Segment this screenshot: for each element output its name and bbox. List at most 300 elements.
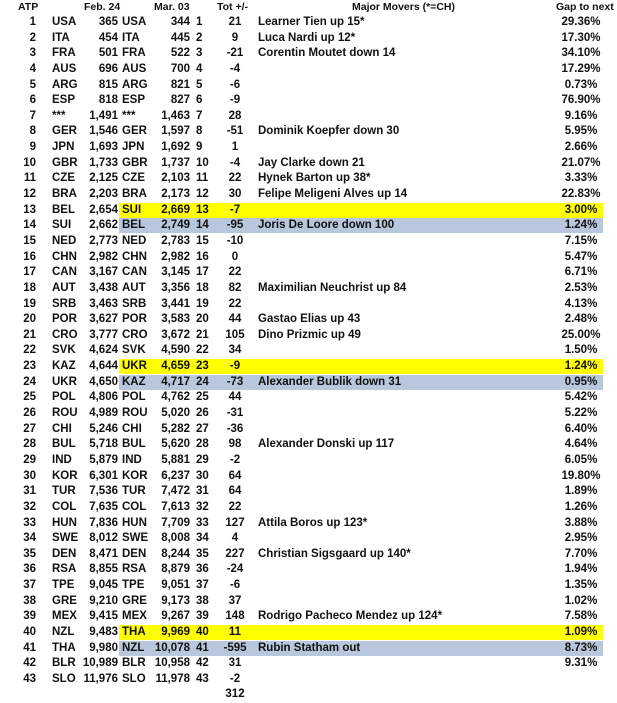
points-feb: 1,546: [89, 125, 118, 138]
points-feb: 8,471: [89, 547, 118, 560]
country-mar: BLR: [122, 657, 146, 670]
rank-cell: 3: [29, 47, 36, 60]
country-feb: USA: [52, 16, 77, 28]
total-change: -9: [229, 360, 241, 373]
country-mar: AUS: [122, 62, 147, 75]
country-mar: ROU: [122, 407, 148, 420]
table-row: [0, 265, 617, 281]
points-feb: 1,733: [89, 156, 118, 169]
total-change: 44: [228, 391, 242, 404]
header-mar: Mar. 03: [154, 1, 190, 13]
total-change: -6: [229, 78, 241, 91]
country-mar: GBR: [122, 156, 148, 169]
gap-to-next: 3.00%: [564, 203, 598, 216]
rank-mar: 15: [196, 234, 209, 247]
points-mar: 3,441: [161, 297, 190, 310]
points-mar: 1,597: [161, 125, 190, 138]
rank-cell: 4: [29, 62, 36, 75]
country-feb: FRA: [52, 47, 76, 60]
points-mar: 1,692: [161, 141, 190, 154]
total-change: 64: [228, 469, 242, 482]
points-feb: 9,483: [89, 625, 118, 638]
rank-mar: 6: [196, 94, 203, 107]
points-feb: 3,463: [89, 297, 118, 310]
country-mar: NZL: [122, 641, 145, 654]
total-change: 31: [228, 657, 242, 670]
table-row: [0, 594, 617, 610]
points-mar: 522: [170, 47, 190, 60]
points-feb: 2,654: [89, 203, 118, 216]
gap-to-next: 5.95%: [564, 125, 598, 138]
rank-mar: 40: [196, 625, 209, 638]
points-mar: 7,472: [161, 485, 190, 498]
table-row: [0, 562, 617, 578]
total-change: 22: [228, 297, 242, 310]
gap-to-next: 1.09%: [564, 625, 598, 638]
points-feb: 3,627: [89, 313, 118, 326]
rank-mar: 4: [196, 62, 203, 75]
rank-mar: 18: [196, 281, 209, 294]
gap-to-next: 76.90%: [561, 94, 601, 107]
country-feb: RSA: [52, 563, 77, 576]
total-change: 64: [228, 485, 242, 498]
country-feb: GRE: [52, 594, 77, 607]
points-feb: 11,976: [83, 672, 118, 685]
total-change: 28: [228, 109, 242, 122]
gap-to-next: 7.58%: [564, 610, 598, 623]
points-mar: 6,237: [161, 469, 190, 482]
table-row: [0, 218, 617, 234]
rank-mar: 38: [196, 594, 209, 607]
rank-cell: 1: [29, 16, 36, 28]
total-change: -24: [226, 563, 244, 576]
table-row: [0, 93, 617, 109]
gap-to-next: 2.66%: [564, 141, 598, 154]
gap-to-next: 9.31%: [564, 657, 598, 670]
table-row: [0, 625, 617, 641]
country-mar: CZE: [122, 172, 145, 185]
country-mar: CHI: [122, 422, 142, 435]
country-feb: POR: [52, 313, 77, 326]
major-mover: Felipe Meligeni Alves up 14: [258, 188, 408, 201]
country-mar: AUT: [122, 281, 146, 294]
points-feb: 4,644: [89, 360, 118, 373]
country-mar: ESP: [122, 94, 146, 107]
rank-mar: 17: [196, 266, 209, 279]
table-row: [0, 78, 617, 94]
rank-cell: 10: [23, 156, 36, 169]
gap-to-next: 0.95%: [564, 375, 598, 388]
points-mar: 5,881: [161, 453, 190, 466]
country-mar: USA: [122, 16, 147, 28]
country-mar: HUN: [122, 516, 147, 529]
header-movers: Major Movers (*=CH): [352, 1, 455, 13]
total-change: 227: [225, 547, 245, 560]
table-row: [0, 656, 617, 672]
country-feb: IND: [52, 453, 72, 466]
points-mar: 2,783: [161, 234, 190, 247]
points-feb: 501: [98, 47, 118, 60]
table-row: [0, 297, 617, 313]
gap-to-next: 2.95%: [564, 532, 598, 545]
header-tot: Tot +/-: [217, 1, 249, 13]
points-feb: 2,125: [89, 172, 118, 185]
rank-cell: 6: [29, 94, 36, 107]
gap-to-next: 17.30%: [561, 31, 601, 44]
total-change: 30: [228, 188, 242, 201]
table-row: [0, 250, 617, 266]
major-mover: Luca Nardi up 12*: [258, 31, 356, 44]
total-change: -2: [229, 453, 241, 466]
points-feb: 7,536: [89, 485, 118, 498]
country-feb: NZL: [52, 625, 75, 638]
rank-cell: 19: [23, 297, 36, 310]
gap-to-next: 5.47%: [564, 250, 598, 263]
total-change: -31: [226, 407, 244, 420]
gap-to-next: 1.24%: [564, 360, 598, 373]
rank-cell: 42: [23, 657, 36, 670]
country-mar: COL: [122, 500, 147, 513]
rank-cell: 17: [23, 266, 36, 279]
country-feb: TPE: [52, 579, 75, 592]
major-mover: Jay Clarke down 21: [258, 156, 365, 169]
gap-to-next: 22.83%: [561, 188, 601, 201]
rank-cell: 32: [23, 500, 36, 513]
country-feb: BEL: [52, 203, 75, 216]
country-mar: SUI: [122, 203, 142, 216]
country-mar: SLO: [122, 672, 146, 685]
rank-mar: 16: [196, 250, 209, 263]
points-feb: 2,662: [89, 219, 118, 232]
rank-mar: 29: [196, 453, 209, 466]
country-mar: ITA: [122, 31, 140, 44]
points-mar: 2,669: [161, 203, 190, 216]
major-mover: Hynek Barton up 38*: [258, 172, 371, 185]
points-feb: 1,693: [89, 141, 118, 154]
rank-cell: 40: [23, 625, 36, 638]
total-change: 82: [228, 281, 242, 294]
total-change: -95: [226, 219, 244, 232]
rank-cell: 26: [23, 407, 36, 420]
rank-mar: 10: [196, 156, 209, 169]
rank-mar: 20: [196, 313, 209, 326]
points-feb: 4,624: [89, 344, 118, 357]
points-mar: 9,051: [161, 579, 190, 592]
major-mover: Learner Tien up 15*: [258, 16, 365, 28]
rank-mar: 41: [196, 641, 209, 654]
rank-cell: 5: [29, 78, 36, 91]
major-mover: Dino Prizmic up 49: [258, 328, 361, 341]
gap-to-next: 17.29%: [561, 62, 601, 75]
rank-mar: 11: [196, 172, 209, 185]
table-row: [0, 140, 617, 156]
gap-to-next: 3.33%: [564, 172, 598, 185]
total-change: 127: [225, 516, 245, 529]
points-mar: 10,078: [154, 641, 190, 654]
gap-to-next: 1.26%: [564, 500, 598, 513]
points-feb: 3,438: [89, 281, 118, 294]
country-feb: BLR: [52, 657, 76, 670]
ranking-table: [0, 15, 617, 688]
rank-cell: 39: [23, 610, 36, 623]
total-change: 34: [228, 344, 242, 357]
gap-to-next: 34.10%: [561, 47, 601, 60]
country-feb: ***: [52, 109, 66, 122]
rank-mar: 8: [196, 125, 203, 138]
rank-cell: 18: [23, 281, 36, 294]
yellow-highlight: [119, 203, 603, 218]
total-change: -21: [226, 47, 244, 60]
country-mar: TUR: [122, 485, 146, 498]
total-change: -73: [226, 375, 244, 388]
table-row: [0, 484, 617, 500]
rank-cell: 36: [23, 563, 36, 576]
country-feb: SVK: [52, 344, 76, 357]
rank-cell: 29: [23, 453, 36, 466]
total-change: 148: [225, 610, 245, 623]
country-mar: THA: [122, 625, 146, 638]
table-row: [0, 390, 617, 406]
points-feb: 9,415: [89, 610, 118, 623]
table-row: [0, 203, 617, 219]
rank-mar: 9: [196, 141, 203, 154]
rank-mar: 42: [196, 657, 209, 670]
points-feb: 3,777: [89, 328, 118, 341]
country-feb: CHN: [52, 250, 77, 263]
total-change: 98: [228, 438, 242, 451]
points-mar: 11,978: [155, 672, 190, 685]
rank-mar: 21: [196, 328, 209, 341]
points-feb: 9,210: [89, 594, 118, 607]
points-feb: 8,012: [89, 532, 118, 545]
country-mar: ***: [122, 109, 136, 122]
gap-to-next: 1.02%: [564, 594, 598, 607]
points-mar: 2,749: [161, 219, 190, 232]
country-feb: CAN: [52, 266, 77, 279]
rank-cell: 14: [23, 219, 36, 232]
table-row: [0, 406, 617, 422]
points-feb: 4,650: [89, 375, 118, 388]
country-mar: FRA: [122, 47, 146, 60]
gap-to-next: 5.42%: [564, 391, 598, 404]
table-row: [0, 109, 617, 125]
major-mover: Alexander Donski up 117: [258, 438, 395, 451]
major-mover: Alexander Bublik down 31: [258, 375, 402, 388]
points-mar: 8,008: [161, 532, 190, 545]
table-row: [0, 46, 617, 62]
country-mar: BRA: [122, 188, 147, 201]
rank-cell: 35: [23, 547, 36, 560]
gap-to-next: 19.80%: [561, 469, 601, 482]
points-feb: 8,855: [89, 563, 118, 576]
country-feb: KAZ: [52, 360, 76, 373]
points-feb: 7,836: [89, 516, 118, 529]
rank-mar: 34: [196, 532, 209, 545]
country-feb: CZE: [52, 172, 75, 185]
rank-cell: 13: [23, 203, 36, 216]
total-change: 11: [228, 625, 242, 638]
rank-mar: 33: [196, 516, 209, 529]
table-row: [0, 187, 617, 203]
rank-mar: 1: [196, 16, 203, 28]
table-row: [0, 171, 617, 187]
points-mar: 9,267: [161, 610, 190, 623]
country-mar: GER: [122, 125, 147, 138]
rank-mar: 28: [196, 438, 209, 451]
major-mover: Rodrigo Pacheco Mendez up 124*: [258, 610, 443, 623]
rank-mar: 7: [196, 109, 203, 122]
rank-cell: 23: [23, 360, 36, 373]
points-feb: 818: [98, 94, 118, 107]
country-mar: CHN: [122, 250, 147, 263]
points-mar: 5,282: [161, 422, 190, 435]
major-mover: Gastao Elias up 43: [258, 313, 361, 326]
points-mar: 2,982: [161, 250, 190, 263]
gap-to-next: 3.88%: [564, 516, 598, 529]
rank-cell: 41: [23, 641, 36, 654]
rank-mar: 32: [196, 500, 209, 513]
country-feb: NED: [52, 234, 77, 247]
country-feb: KOR: [52, 469, 78, 482]
major-mover: Attila Boros up 123*: [258, 516, 368, 529]
country-feb: BUL: [52, 438, 76, 451]
table-row: [0, 312, 617, 328]
country-mar: KAZ: [122, 375, 146, 388]
rank-mar: 26: [196, 407, 209, 420]
total-change: -6: [229, 579, 241, 592]
country-feb: ROU: [52, 407, 78, 420]
gap-to-next: 25.00%: [561, 328, 601, 341]
rank-cell: 43: [23, 672, 36, 685]
rank-cell: 38: [23, 594, 36, 607]
points-mar: 1,737: [161, 156, 190, 169]
country-mar: KOR: [122, 469, 148, 482]
points-mar: 3,583: [161, 313, 190, 326]
country-mar: POL: [122, 391, 146, 404]
country-feb: TUR: [52, 485, 76, 498]
points-mar: 3,145: [161, 266, 190, 279]
rank-mar: 5: [196, 78, 203, 91]
country-feb: JPN: [52, 141, 75, 154]
total-change: 9: [231, 31, 239, 44]
total-change: -36: [226, 422, 244, 435]
gap-to-next: 8.73%: [564, 641, 598, 654]
rank-cell: 31: [23, 485, 36, 498]
country-feb: SWE: [52, 532, 79, 545]
country-mar: BUL: [122, 438, 146, 451]
points-mar: 2,103: [161, 172, 190, 185]
gap-to-next: 21.07%: [561, 156, 601, 169]
table-row: [0, 547, 617, 563]
points-mar: 9,173: [161, 594, 190, 607]
total-change: -51: [226, 125, 244, 138]
rank-mar: 35: [196, 547, 209, 560]
points-mar: 7,613: [161, 500, 190, 513]
rank-mar: 36: [196, 563, 209, 576]
points-feb: 5,246: [89, 422, 118, 435]
country-mar: UKR: [122, 360, 147, 373]
points-mar: 1,463: [161, 109, 190, 122]
points-mar: 4,590: [161, 344, 190, 357]
points-feb: 2,773: [89, 234, 118, 247]
country-mar: SWE: [122, 532, 149, 545]
country-mar: GRE: [122, 594, 147, 607]
points-mar: 8,879: [161, 563, 190, 576]
points-mar: 3,356: [161, 281, 190, 294]
table-row: [0, 500, 617, 516]
major-mover: Maximilian Neuchrist up 84: [258, 281, 407, 294]
table-row: [0, 15, 617, 31]
country-feb: ARG: [52, 78, 78, 91]
table-row: [0, 281, 617, 297]
rank-mar: 27: [196, 422, 209, 435]
total-change: 37: [228, 594, 242, 607]
rank-mar: 31: [196, 485, 209, 498]
points-mar: 344: [170, 16, 190, 28]
country-mar: BEL: [122, 219, 145, 232]
country-feb: MEX: [52, 610, 77, 623]
points-feb: 4,989: [89, 407, 118, 420]
rank-cell: 21: [23, 328, 36, 341]
gap-to-next: 7.15%: [564, 234, 598, 247]
country-feb: DEN: [52, 547, 77, 560]
total-change: 0: [231, 250, 239, 263]
total-change: -9: [229, 94, 241, 107]
table-row: [0, 609, 617, 625]
points-feb: 365: [98, 16, 118, 28]
rank-cell: 11: [23, 172, 36, 185]
country-feb: COL: [52, 500, 77, 513]
major-mover: Dominik Koepfer down 30: [258, 125, 400, 138]
gap-to-next: 1.89%: [564, 485, 598, 498]
points-feb: 5,718: [89, 438, 118, 451]
rank-cell: 37: [23, 579, 36, 592]
rank-cell: 30: [23, 469, 36, 482]
country-feb: THA: [52, 641, 76, 654]
country-feb: AUT: [52, 281, 76, 294]
points-mar: 827: [170, 94, 190, 107]
major-mover: Rubin Statham out: [258, 641, 361, 654]
country-feb: SUI: [52, 219, 72, 232]
rank-mar: 14: [196, 219, 209, 232]
total-change: -4: [229, 156, 241, 169]
rank-cell: 28: [23, 438, 36, 451]
total-change: 22: [228, 172, 242, 185]
major-mover: Corentin Moutet down 14: [258, 47, 396, 60]
country-feb: CHI: [52, 422, 72, 435]
points-mar: 7,709: [161, 516, 190, 529]
total-change: -10: [226, 234, 244, 247]
country-feb: ESP: [52, 94, 76, 107]
rank-cell: 16: [23, 250, 36, 263]
table-row: [0, 437, 617, 453]
gap-to-next: 6.05%: [564, 453, 598, 466]
gap-to-next: 1.35%: [564, 579, 598, 592]
gap-to-next: 7.70%: [564, 547, 598, 560]
total-change: 22: [228, 266, 242, 279]
gap-to-next: 2.48%: [564, 313, 598, 326]
country-feb: SLO: [52, 672, 76, 685]
points-mar: 9,969: [161, 625, 190, 638]
rank-cell: 9: [29, 141, 36, 154]
total-change: -595: [223, 641, 247, 654]
blue-highlight: [119, 641, 603, 656]
table-row: [0, 124, 617, 140]
country-mar: POR: [122, 313, 147, 326]
country-mar: ARG: [122, 78, 148, 91]
rank-mar: 39: [196, 610, 209, 623]
rank-cell: 20: [23, 313, 36, 326]
